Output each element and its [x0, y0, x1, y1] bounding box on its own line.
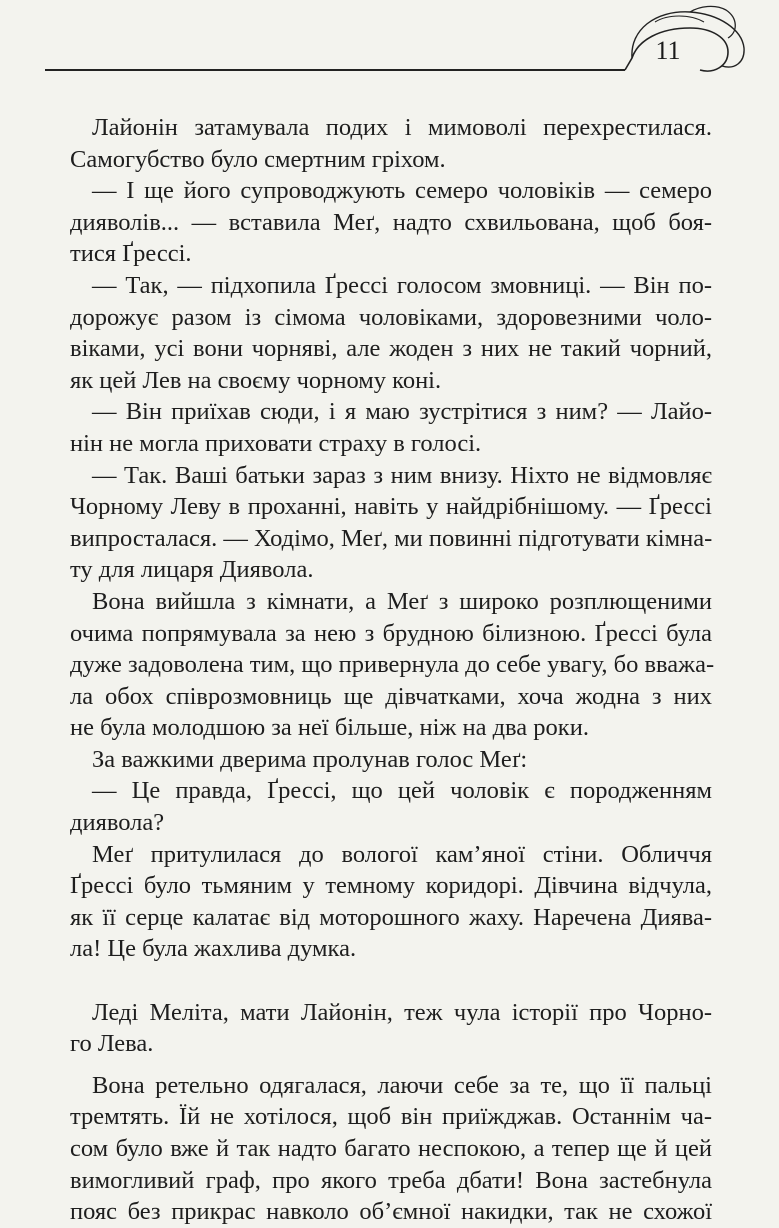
text-line: тремтять. Їй не хотілося, щоб він приїжджав. Останнім ча-	[70, 1103, 712, 1131]
paragraph	[70, 270, 712, 396]
paragraph	[70, 997, 712, 1060]
paragraph	[70, 175, 712, 270]
text-line: го Лева.	[70, 1030, 154, 1058]
text-line: як її серце калатає від моторошного жаху. Наречена Диява-	[70, 903, 712, 931]
text-line: тися Ґрессі.	[70, 240, 192, 268]
text-line: випросталася. — Ходімо, Меґ, ми повинні підготувати кімна-	[70, 524, 713, 552]
text-line: пояс без прикрас навколо об’ємної накидки, так не схожої	[70, 1198, 712, 1226]
paragraph	[70, 775, 712, 838]
paragraph	[70, 744, 712, 776]
text-line: очима попрямувала за нею з брудною білизною. Ґрессі була	[70, 619, 712, 647]
text-line: — І ще його супроводжують семеро чоловіків — семеро	[92, 177, 712, 205]
section-break	[70, 965, 712, 997]
text-line: — Він приїхав сюди, і я маю зустрітися з ним? — Лайо-	[92, 398, 712, 426]
text-line: ту для лицаря Диявола.	[70, 556, 314, 584]
text-line: Леді Меліта, мати Лайонін, теж чула історії про Чорно-	[92, 998, 712, 1026]
text-line: диявола?	[70, 809, 165, 837]
paragraph	[70, 112, 712, 175]
text-line: сом було вже й так надто багато неспокою, а тепер ще й цей	[70, 1135, 712, 1162]
text-line: Вона ретельно одягалася, лаючи себе за те, що її пальці	[92, 1071, 712, 1099]
text-line: За важкими дверима пролунав голос Меґ:	[92, 745, 528, 773]
text-line: ла! Це була жахлива думка.	[70, 935, 357, 963]
paragraph	[70, 1070, 712, 1228]
text-line: вимогливий граф, про якого треба дбати! Вона застебнула	[70, 1166, 712, 1194]
text-line: — Це правда, Ґрессі, що цей чоловік є породженням	[92, 777, 712, 805]
page-header	[0, 0, 779, 90]
text-line: — Так, — підхопила Ґрессі голосом змовниці. — Він по-	[92, 271, 712, 299]
page-number: 11	[655, 36, 681, 65]
text-line: Вона вийшла з кімнати, а Меґ з широко розплющеними	[92, 587, 712, 615]
paragraph	[70, 839, 712, 965]
text-line: ла обох співрозмовниць ще дівчатками, хоча жодна з них	[70, 682, 712, 710]
text-line: Чорному Леву в проханні, навіть у найдрібнішому. — Ґрессі	[70, 493, 712, 521]
text-line: Самогубство було смертним гріхом.	[70, 145, 446, 173]
paragraph	[70, 396, 712, 459]
paragraph	[70, 460, 712, 586]
text-line: Ґрессі було тьмяним у темному коридорі. Дівчина відчула,	[70, 872, 712, 900]
text-line: Меґ притулилася до вологої кам’яної стіни. Обличчя	[92, 840, 712, 868]
text-line: як цей Лев на своєму чорному коні.	[70, 366, 442, 394]
paragraph	[70, 586, 715, 744]
body-text	[70, 112, 715, 1228]
text-line: нін не могла приховати страху в голосі.	[70, 429, 482, 457]
text-line: Лайонін затамувала подих і мимоволі перехрестилася.	[92, 114, 712, 141]
text-line: не була молодшою за неї більше, ніж на два роки.	[70, 714, 589, 742]
text-line: — Так. Ваші батьки зараз з ним внизу. Ніхто не відмовляє	[92, 461, 712, 489]
text-line: дуже задоволена тим, що привернула до себе увагу, бо вважа-	[70, 651, 715, 679]
text-line: дорожує разом із сімома чоловіками, здоровезними чоло-	[70, 303, 712, 331]
text-line: дияволів... — вставила Меґ, надто схвильована, щоб боя-	[70, 208, 712, 236]
text-line: віками, усі вони чорняві, але жоден з них не такий чорний,	[70, 335, 712, 363]
